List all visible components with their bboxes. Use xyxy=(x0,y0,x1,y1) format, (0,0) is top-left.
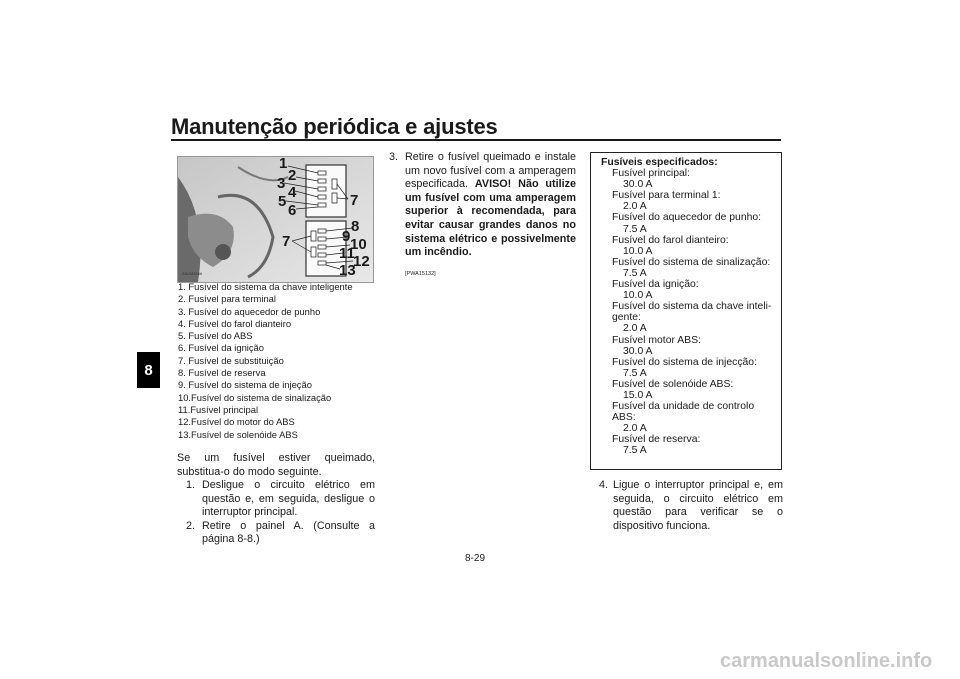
step-number: 4. xyxy=(599,479,609,491)
spec-value: 15.0 A xyxy=(623,389,653,401)
step-text: Desligue o circuito elétrico em questão e, em seguida, desligue o interruptor principal. xyxy=(202,479,375,519)
figure-legend xyxy=(178,281,378,441)
legend-item: 9. Fusível do sistema de injeção xyxy=(178,379,312,391)
spec-name: Fusível da unidade de controlo xyxy=(612,401,755,413)
step-1 xyxy=(177,479,375,520)
spec-value: 2.0 A xyxy=(623,423,647,435)
spec-name: Fusível do sistema de injecção: xyxy=(612,356,757,368)
callout-6: 6 xyxy=(288,202,297,219)
callout-11: 11 xyxy=(339,245,355,262)
step-3 xyxy=(387,151,576,260)
legend-item: 1. Fusível do sistema da chave inteligente xyxy=(178,281,353,292)
spec-name: Fusível da ignição: xyxy=(612,279,699,291)
watermark: carmanualsonline.info xyxy=(720,650,933,672)
legend-item: 12.Fusível do motor do ABS xyxy=(178,416,295,428)
step-4 xyxy=(599,479,783,533)
legend-item: 6. Fusível da ignição xyxy=(178,342,264,354)
legend-item: 13.Fusível de solenóide ABS xyxy=(178,428,298,440)
fuse-spec-box xyxy=(590,152,782,470)
legend-item: 5. Fusível do ABS xyxy=(178,330,253,342)
spec-name: Fusível do sistema da chave inteli- xyxy=(612,301,772,313)
chapter-tab: 8 xyxy=(137,352,160,388)
legend-item: 7. Fusível de substituição xyxy=(178,354,284,366)
spec-name: Fusível de reserva: xyxy=(612,434,701,446)
spec-value: 2.0 A xyxy=(623,201,647,213)
legend-item: 4. Fusível do farol dianteiro xyxy=(178,317,292,329)
fuse-box-figure xyxy=(177,156,374,283)
header-rule xyxy=(171,139,781,141)
page-title: Manutenção periódica e ajustes xyxy=(171,114,498,139)
spec-name: Fusível do aquecedor de punho: xyxy=(612,212,762,224)
callout-9: 9 xyxy=(342,228,351,245)
spec-name: Fusível de solenóide ABS: xyxy=(612,378,734,390)
spec-value: 30.0 A xyxy=(623,179,653,191)
callout-2: 2 xyxy=(288,167,297,184)
callout-7-bottom: 7 xyxy=(282,233,291,250)
spec-name-cont: ABS: xyxy=(612,412,636,424)
legend-item: 3. Fusível do aquecedor de punho xyxy=(178,305,321,317)
callout-3: 3 xyxy=(277,175,286,192)
spec-value: 7.5 A xyxy=(623,367,647,379)
spec-value: 10.0 A xyxy=(623,245,653,257)
page-number: 8-29 xyxy=(465,553,486,564)
intro-paragraph: Se um fusível estiver queimado, substitua-o do modo seguinte. xyxy=(177,452,375,478)
step-text: Retire o fusível queimado e instale um novo fusível com a amperagem especificada. xyxy=(405,151,576,191)
spec-name: Fusível do sistema de sinalização: xyxy=(612,256,771,268)
spec-title: Fusíveis especificados: xyxy=(601,157,718,168)
callout-4: 4 xyxy=(288,184,297,201)
spec-value: 7.5 A xyxy=(623,445,647,457)
spec-value: 7.5 A xyxy=(623,267,647,279)
legend-item: 8. Fusível de reserva xyxy=(178,367,266,379)
step-number: 3. xyxy=(389,151,399,163)
figure-code: ZAUM1666 xyxy=(182,271,203,276)
spec-name: Fusível do farol dianteiro: xyxy=(612,234,729,246)
callout-5: 5 xyxy=(278,193,287,210)
steps-left xyxy=(177,479,375,547)
warning-code: [PWA15132] xyxy=(405,270,436,277)
spec-name: Fusível para terminal 1: xyxy=(612,190,721,202)
step-text: Retire o painel A. (Consulte a página 8-8.) xyxy=(202,519,375,546)
legend-item: 2. Fusível para terminal xyxy=(178,293,276,305)
spec-value: 10.0 A xyxy=(623,290,653,302)
step-text: Ligue o interruptor principal e, em seguida, o circuito elétrico em questão para verificar se o dispositivo funciona. xyxy=(613,479,783,532)
callout-7-top: 7 xyxy=(350,192,359,209)
step-number: 1. xyxy=(186,479,196,491)
spec-value: 30.0 A xyxy=(623,345,653,357)
callout-1: 1 xyxy=(279,156,288,172)
step-4-block xyxy=(599,479,783,533)
legend-item: 11.Fusível principal xyxy=(178,403,259,415)
callout-10: 10 xyxy=(350,236,367,253)
spec-name: Fusível principal: xyxy=(612,168,690,180)
spec-value: 7.5 A xyxy=(623,223,647,235)
callout-12: 12 xyxy=(353,253,370,270)
warning-text: AVISO! Não utilize um fusível com uma amperagem superior à recomendada, para evitar causar grandes danos no sistema elétrico e possivelmente um incêndio. xyxy=(405,178,576,259)
spec-name-cont: gente: xyxy=(612,312,641,324)
callout-8: 8 xyxy=(351,218,360,235)
legend-item: 10.Fusível do sistema de sinalização xyxy=(178,391,332,403)
step-3-block xyxy=(387,151,576,281)
callout-13: 13 xyxy=(339,262,356,279)
step-2 xyxy=(177,520,375,547)
step-number: 2. xyxy=(186,519,196,532)
spec-name: Fusível motor ABS: xyxy=(612,334,701,346)
spec-value: 2.0 A xyxy=(623,323,647,335)
